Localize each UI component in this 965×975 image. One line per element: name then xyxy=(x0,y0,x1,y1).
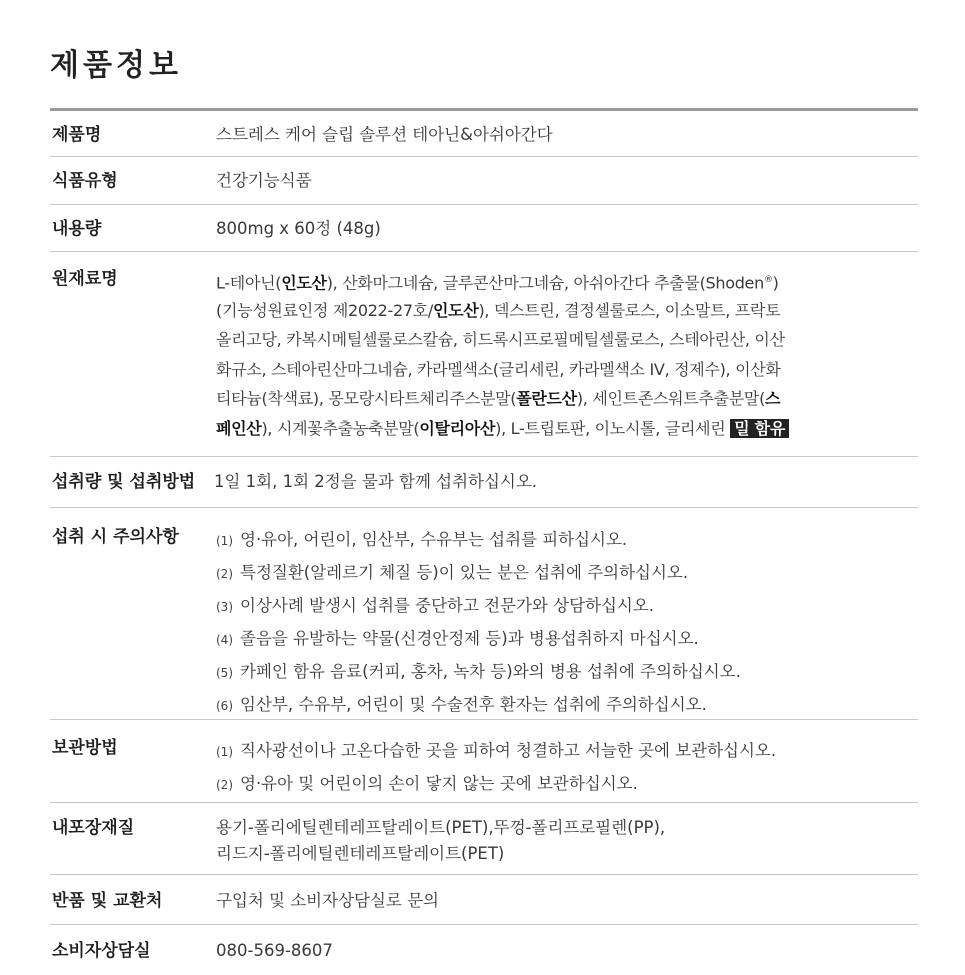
packaging-line: 리드지-폴리에틸렌테레프탈레이트(PET) xyxy=(216,844,505,863)
ingredients-line: (기능성원료인정 제2022-27호/인도산), 덱스트린, 결정셀룰로스, 이소말트, 프락토 xyxy=(216,300,781,320)
row-value: 080-569-8607 xyxy=(216,941,333,960)
ingredients-line: L-테아닌(인도산), 산화마그네슘, 글루콘산마그네슘, 아쉬아간다 추출물(Shoden®) xyxy=(216,273,779,293)
row-intake xyxy=(50,457,918,508)
row-cautions xyxy=(50,508,918,720)
cautions-list xyxy=(216,524,918,719)
storage-item: (1) 직사광선이나 고온다습한 곳을 피하여 청결하고 서늘한 곳에 보관하십시오. xyxy=(216,741,777,760)
row-value: 1일 1회, 1회 2정을 물과 함께 섭취하십시오. xyxy=(214,472,538,491)
row-label: 보관방법 xyxy=(52,738,118,758)
row-ingredients xyxy=(50,252,918,457)
row-value: 800mg x 60정 (48g) xyxy=(216,219,381,238)
row-storage xyxy=(50,720,918,803)
caution-item: (3) 이상사례 발생시 섭취를 중단하고 전문가와 상담하십시오. xyxy=(216,596,655,615)
row-value: 구입처 및 소비자상담실로 문의 xyxy=(216,891,439,910)
row-return-exchange xyxy=(50,875,918,925)
ingredients-line: 화규소, 스테아린산마그네슘, 카라멜색소(글리세린, 카라멜색소 IV, 정제수), 이산화 xyxy=(216,359,781,379)
row-label: 원재료명 xyxy=(52,269,118,289)
row-packaging xyxy=(50,803,918,875)
caution-item: (6) 임산부, 수유부, 어린이 및 수술전후 환자는 섭취에 주의하십시오. xyxy=(216,695,707,714)
row-label: 내용량 xyxy=(52,219,102,239)
row-product-name xyxy=(50,111,918,157)
row-label: 식품유형 xyxy=(52,171,118,191)
row-customer-center xyxy=(50,925,918,975)
page-title: 제품정보 xyxy=(50,48,182,83)
row-value: 스트레스 케어 슬립 솔루션 테아닌&아쉬아간다 xyxy=(216,125,553,144)
product-info-table xyxy=(50,108,918,975)
registered-mark: ® xyxy=(763,275,773,285)
row-value: 건강기능식품 xyxy=(216,171,312,190)
row-content-volume xyxy=(50,205,918,252)
storage-item: (2) 영·유아 및 어린이의 손이 닿지 않는 곳에 보관하십시오. xyxy=(216,774,638,793)
row-label: 섭취 시 주의사항 xyxy=(52,527,179,547)
caution-item: (2) 특정질환(알레르기 체질 등)이 있는 분은 섭취에 주의하십시오. xyxy=(216,563,689,582)
row-label: 섭취량 및 섭취방법 xyxy=(52,472,196,492)
ingredients-line: 페인산), 시계꽃추출농축분말(이탈리아산), L-트립토판, 이노시톨, 글리세린 밀 함유 xyxy=(216,414,918,444)
storage-list xyxy=(216,735,918,802)
row-label: 반품 및 교환처 xyxy=(52,891,163,911)
caution-item: (1) 영·유아, 어린이, 임산부, 수유부는 섭취를 피하십시오. xyxy=(216,530,628,549)
ingredients-line: 올리고당, 카복시메틸셀룰로스칼슘, 히드록시프로필메틸셀룰로스, 스테아린산, 이산 xyxy=(216,330,785,350)
row-food-type xyxy=(50,157,918,205)
allergen-badge: 밀 함유 xyxy=(730,419,789,438)
packaging-line: 용기-폴리에틸렌테레프탈레이트(PET),뚜껑-폴리프로필렌(PP), xyxy=(216,818,666,837)
caution-item: (5) 카페인 함유 음료(커피, 홍차, 녹차 등)와의 병용 섭취에 주의하십시오. xyxy=(216,662,741,681)
ingredients-list xyxy=(216,266,918,456)
row-label: 제품명 xyxy=(52,125,102,145)
caution-item: (4) 졸음을 유발하는 약물(신경안정제 등)과 병용섭취하지 마십시오. xyxy=(216,629,699,648)
row-label: 소비자상담실 xyxy=(52,941,151,961)
ingredients-line: 티타늄(착색료), 몽모랑시타트체리주스분말(폴란드산), 세인트존스워트추출분말(스 xyxy=(216,389,781,409)
packaging-value xyxy=(216,815,918,874)
row-label: 내포장재질 xyxy=(52,818,135,838)
